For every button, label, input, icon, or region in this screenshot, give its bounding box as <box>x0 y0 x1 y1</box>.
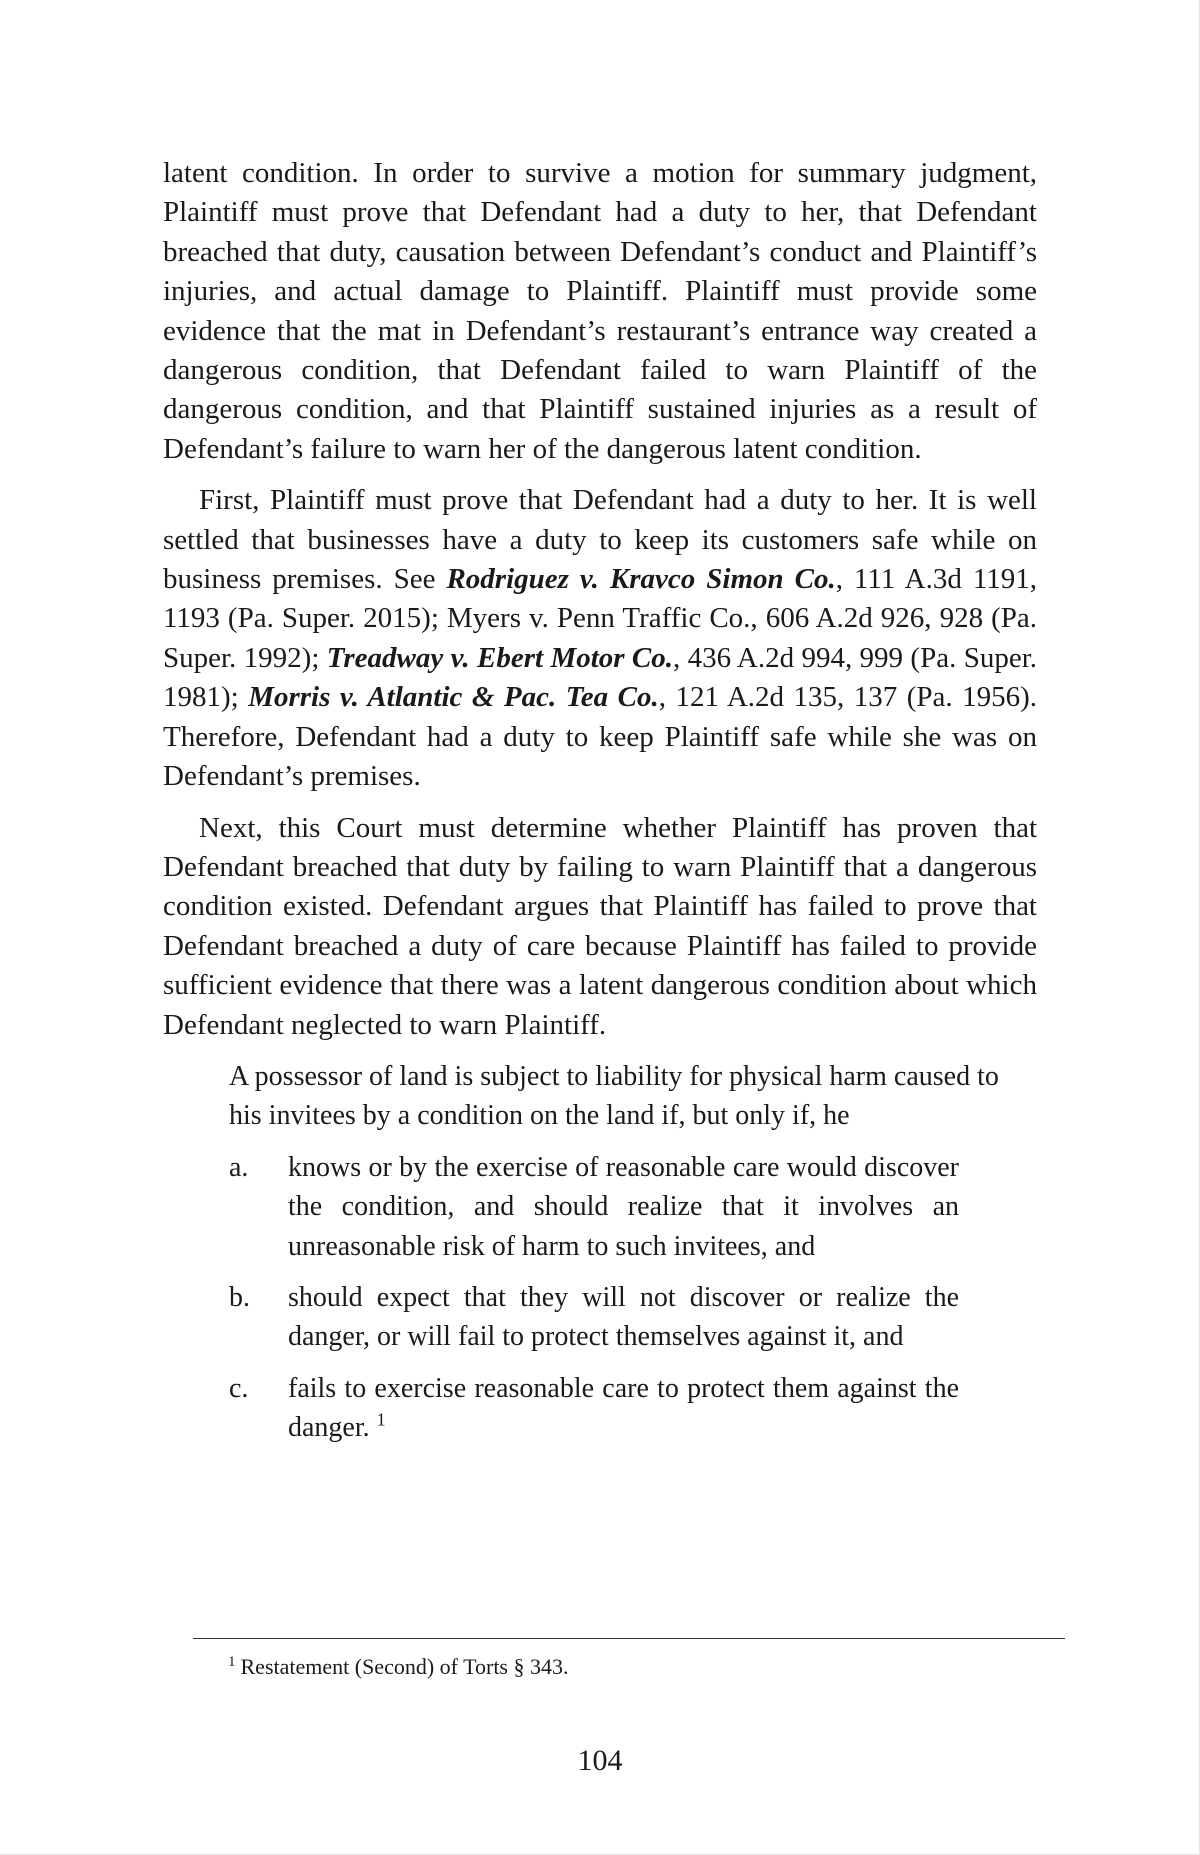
list-item <box>229 1369 959 1448</box>
paragraph-1: latent condition. In order to survive a motion for summary judgment, Plaintiff must prove that Defendant had a duty to her, that Defendant breached that duty, causation between Defendant’s conduct and Plaintiff’s injuries, and actual damage to Plaintiff. Plaintiff must provide some evidence that the mat in Defendant’s restaurant’s entrance way created a dangerous condition, that Defendant failed to warn Plaintiff of the dangerous condition, and that Plaintiff sustained injuries as a result of Defendant’s failure to warn her of the dangerous latent condition. <box>163 157 1037 465</box>
body-text <box>163 154 1037 1460</box>
footnote-divider <box>193 1638 1065 1639</box>
list-item-text <box>288 1369 959 1448</box>
list-marker: b. <box>229 1281 250 1313</box>
paragraph-3: Next, this Court must determine whether Plaintiff has proven that Defendant breached that duty by failing to warn Plaintiff that a dangerous condition existed. Defendant argues that Plaintiff has failed to prove that Defendant breached a duty of care because Plaintiff has failed to provide sufficient evidence that there was a latent dangerous condition about which Defendant neglected to warn Plaintiff. <box>163 811 1037 1041</box>
list-marker: c. <box>229 1372 249 1404</box>
block-quote <box>229 1057 1037 1448</box>
block-quote-intro: A possessor of land is subject to liability for physical harm caused to his invitees by a condition on the land if, but only if, he <box>229 1060 999 1132</box>
paragraph-2 <box>163 481 1037 796</box>
paragraph-2-text-2: , 111 A.3d 1191, 1193 (Pa. Super. 2015); Myers v. Penn Traffic Co., 606 A.2d 926, 928 (Pa. Super. 1992); <box>163 563 1037 674</box>
list-item-text: knows or by the exercise of reasonable care would discover the condition, and should realize that it involves an unreasonable risk of harm to such invitees, and <box>288 1151 959 1262</box>
footnote-number: 1 <box>228 1653 236 1670</box>
list-item <box>229 1148 959 1266</box>
footnote-text: Restatement (Second) of Torts § 343. <box>240 1654 569 1679</box>
paragraph-2-text-3: , 436 A.2d 994, 999 (Pa. Super. 1981); <box>163 641 1037 714</box>
footnote <box>228 1652 569 1682</box>
footnote-reference: 1 <box>376 1409 386 1430</box>
case-citation-treadway: Treadway v. Ebert Motor Co. <box>326 641 674 674</box>
block-quote-list <box>229 1148 959 1448</box>
list-item-text-content: fails to exercise reasonable care to protect them against the danger. <box>288 1372 959 1444</box>
list-marker: a. <box>229 1151 249 1183</box>
paragraph-2-text-4: , 121 A.2d 135, 137 (Pa. 1956). Therefore, Defendant had a duty to keep Plaintiff safe while she was on Defendant’s premises. <box>163 681 1037 793</box>
case-citation-rodriguez: Rodriguez v. Kravco Simon Co. <box>446 563 836 596</box>
list-item-text: should expect that they will not discover or realize the danger, or will fail to protect themselves against it, and <box>288 1281 959 1353</box>
paragraph-2-text-1: First, Plaintiff must prove that Defendant had a duty to her. It is well settled that businesses have a duty to keep its customers safe while on business premises. See <box>163 484 1037 596</box>
page-number: 104 <box>577 1744 623 1777</box>
list-item <box>229 1278 959 1357</box>
case-citation-morris: Morris v. Atlantic & Pac. Tea Co. <box>248 681 659 714</box>
